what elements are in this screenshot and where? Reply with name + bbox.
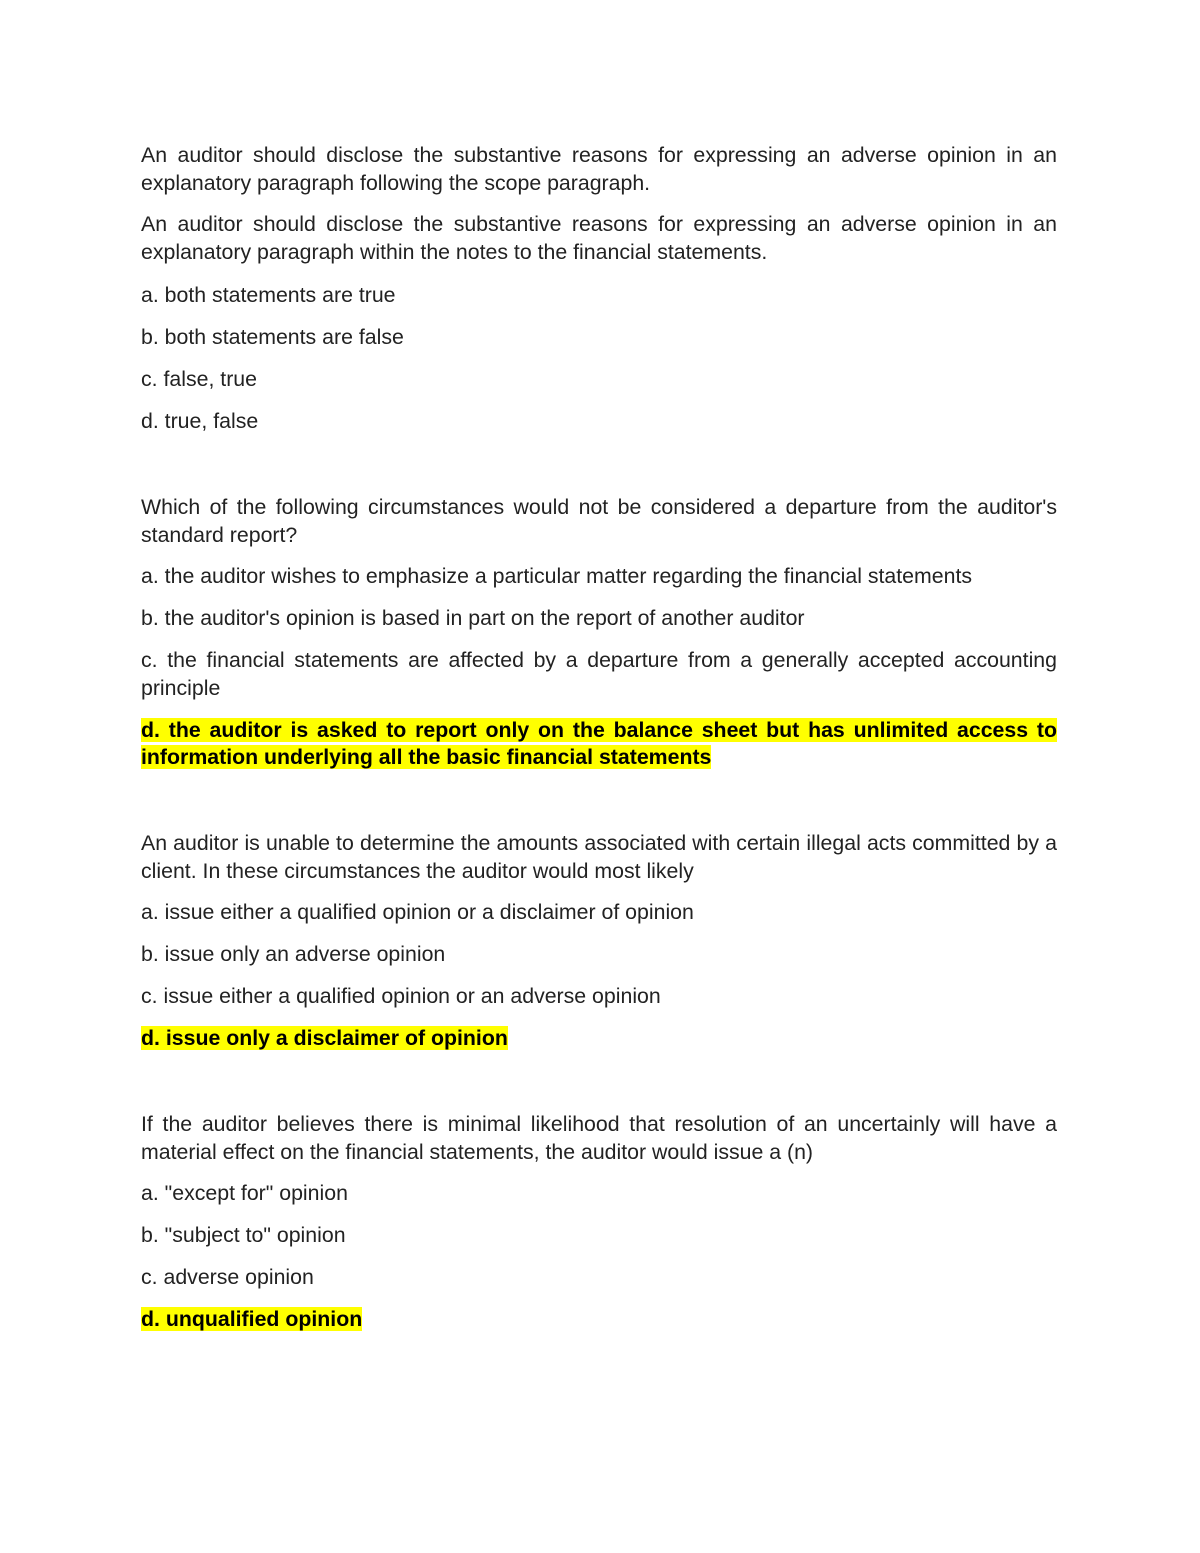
option-a: a. both statements are true <box>141 283 396 307</box>
option-d-correct-answer <box>141 1025 1057 1053</box>
option-a: a. the auditor wishes to emphasize a particular matter regarding the financial statements <box>141 564 973 588</box>
statement: An auditor should disclose the substantive reasons for expressing an adverse opinion in an explanatory paragraph following the scope paragraph. <box>141 143 1057 195</box>
highlighted-answer: d. issue only a disclaimer of opinion <box>141 1026 508 1050</box>
option-b: b. the auditor's opinion is based in part on the report of another auditor <box>141 606 805 630</box>
question-text: Which of the following circumstances would not be considered a departure from the auditor's standard report? <box>141 495 1057 547</box>
statement: An auditor should disclose the substantive reasons for expressing an adverse opinion in an explanatory paragraph within the notes to the financial statements. <box>141 212 1057 264</box>
question-3 <box>141 830 1057 1053</box>
option-b: b. issue only an adverse opinion <box>141 942 446 966</box>
option-b: b. both statements are false <box>141 325 404 349</box>
highlighted-answer: d. the auditor is asked to report only on the balance sheet but has unlimited access to information underlying all the basic financial statements <box>141 717 1057 769</box>
option-c: c. false, true <box>141 367 257 391</box>
question-4 <box>141 1111 1057 1334</box>
option-d-correct-answer <box>141 1306 1057 1334</box>
document-page <box>141 142 1057 1348</box>
question-spacer <box>141 786 1057 830</box>
highlighted-answer: d. unqualified opinion <box>141 1307 363 1331</box>
option-c: c. adverse opinion <box>141 1265 314 1289</box>
option-a: a. issue either a qualified opinion or a disclaimer of opinion <box>141 900 694 924</box>
option-d: d. true, false <box>141 409 259 433</box>
question-2 <box>141 494 1057 772</box>
question-1 <box>141 142 1057 436</box>
question-text: An auditor is unable to determine the amounts associated with certain illegal acts committed by a client. In these circumstances the auditor would most likely <box>141 831 1057 883</box>
option-c: c. the financial statements are affected by a departure from a generally accepted accounting principle <box>141 648 1057 700</box>
option-a: a. "except for" opinion <box>141 1181 348 1205</box>
option-b: b. "subject to" opinion <box>141 1223 346 1247</box>
question-spacer <box>141 1067 1057 1111</box>
option-d-correct-answer <box>141 717 1057 772</box>
question-text: If the auditor believes there is minimal likelihood that resolution of an uncertainly will have a material effect on the financial statements, the auditor would issue a (n) <box>141 1112 1057 1164</box>
option-c: c. issue either a qualified opinion or an adverse opinion <box>141 984 661 1008</box>
question-spacer <box>141 450 1057 494</box>
